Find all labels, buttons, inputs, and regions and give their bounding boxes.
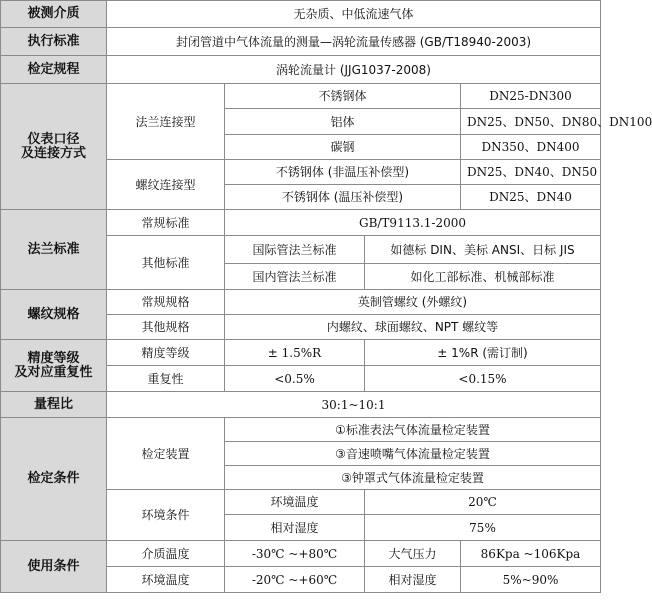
accuracy-grade-label: 精度等级 (107, 340, 225, 366)
accuracy-grade-value-2: ± 1%R (需订制) (365, 340, 601, 366)
thread-spec-normal-label: 常规规格 (107, 290, 225, 315)
regulation-value: 涡轮流量计 (JJG1037-2008) (107, 56, 601, 84)
accuracy-grade-value-1: ± 1.5%R (225, 340, 365, 366)
row-standard (1, 28, 601, 56)
flange-type-label: 法兰连接型 (107, 84, 225, 160)
range-ratio-value: 30:1~10:1 (107, 392, 601, 418)
env-temp-label: 环境温度 (225, 490, 365, 515)
row-accuracy-grade (1, 340, 601, 366)
verification-device-label: 检定装置 (107, 418, 225, 490)
regulation-label: 检定规程 (1, 56, 107, 84)
verification-device-item: ③音速喷嘴气体流量检定装置 (225, 442, 601, 466)
row-flange-std-normal (1, 210, 601, 236)
verification-device-item: ①标准表法气体流量检定装置 (225, 418, 601, 442)
usage-humidity-value: 5%~90% (461, 567, 601, 593)
usage-humidity-label: 相对湿度 (365, 567, 461, 593)
thread-spec-label: 螺纹规格 (1, 290, 107, 340)
flange-std-domestic-value: 如化工部标准、机械部标准 (365, 264, 601, 290)
repeatability-value-1: <0.5% (225, 366, 365, 392)
flange-std-intl-value: 如德标 DIN、美标 ANSI、日标 JIS (365, 236, 601, 264)
thread-spec-other-value: 内螺纹、球面螺纹、NPT 螺纹等 (225, 315, 601, 340)
medium-temp-label: 介质温度 (107, 541, 225, 567)
pressure-value: 86Kpa ~106Kpa (461, 541, 601, 567)
row-thread-spec-normal (1, 290, 601, 315)
ambient-temp-value: -20℃ ~+60℃ (225, 567, 365, 593)
flange-std-normal-label: 常规标准 (107, 210, 225, 236)
standard-value: 封闭管道中气体流量的测量—涡轮流量传感器 (GB/T18940-2003) (107, 28, 601, 56)
thread-spec-normal-value: 英制管螺纹 (外螺纹) (225, 290, 601, 315)
thread-range: DN25、DN40、DN50 (461, 160, 601, 185)
row-caliber-flange-1 (1, 84, 601, 109)
flange-range: DN25、DN50、DN80、DN100 (461, 109, 601, 135)
standard-label: 执行标准 (1, 28, 107, 56)
row-regulation (1, 56, 601, 84)
flange-material: 不锈钢体 (225, 84, 461, 109)
range-ratio-label: 量程比 (1, 392, 107, 418)
row-verification-device-1 (1, 418, 601, 442)
flange-range: DN350、DN400 (461, 135, 601, 160)
thread-range: DN25、DN40 (461, 185, 601, 210)
medium-value: 无杂质、中低流速气体 (107, 1, 601, 28)
verification-label: 检定条件 (1, 418, 107, 541)
row-range-ratio (1, 392, 601, 418)
flange-std-intl-label: 国际管法兰标准 (225, 236, 365, 264)
verification-env-label: 环境条件 (107, 490, 225, 541)
flange-std-normal-value: GB/T9113.1-2000 (225, 210, 601, 236)
thread-material: 不锈钢体 (非温压补偿型) (225, 160, 461, 185)
accuracy-label: 精度等级 及对应重复性 (1, 340, 107, 392)
flange-material: 碳钢 (225, 135, 461, 160)
pressure-label: 大气压力 (365, 541, 461, 567)
env-humidity-label: 相对湿度 (225, 515, 365, 541)
thread-spec-other-label: 其他规格 (107, 315, 225, 340)
caliber-label: 仪表口径 及连接方式 (1, 84, 107, 210)
row-medium (1, 1, 601, 28)
medium-temp-value: -30℃ ~+80℃ (225, 541, 365, 567)
ambient-temp-label: 环境温度 (107, 567, 225, 593)
medium-label: 被测介质 (1, 1, 107, 28)
repeatability-label: 重复性 (107, 366, 225, 392)
thread-type-label: 螺纹连接型 (107, 160, 225, 210)
flange-std-label: 法兰标准 (1, 210, 107, 290)
thread-material: 不锈钢体 (温压补偿型) (225, 185, 461, 210)
env-humidity-value: 75% (365, 515, 601, 541)
row-usage-1 (1, 541, 601, 567)
flange-std-domestic-label: 国内管法兰标准 (225, 264, 365, 290)
repeatability-value-2: <0.15% (365, 366, 601, 392)
env-temp-value: 20℃ (365, 490, 601, 515)
flange-std-other-label: 其他标准 (107, 236, 225, 290)
flange-material: 铝体 (225, 109, 461, 135)
usage-label: 使用条件 (1, 541, 107, 593)
flange-range: DN25-DN300 (461, 84, 601, 109)
verification-device-item: ③钟罩式气体流量检定装置 (225, 466, 601, 490)
